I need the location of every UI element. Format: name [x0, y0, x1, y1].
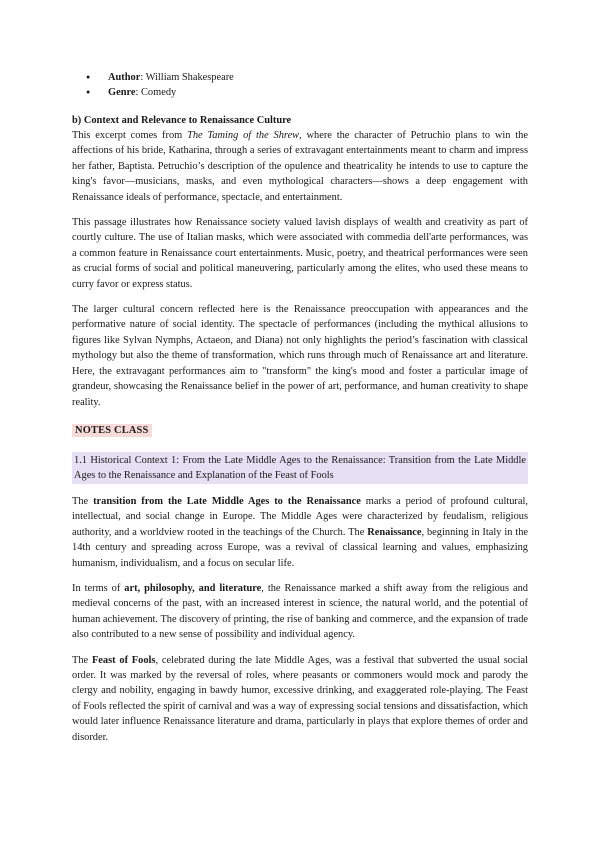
document-content [72, 70, 528, 745]
paragraph-renaissance-society: This passage illustrates how Renaissance society valued lavish displays of wealth and creativity as part of courtly culture. The use of Italian masks, which were associated with commedia dell'arte performances, was a common feature in Renaissance court entertainments. Music, poetry, and theatrical performances were seen as crucial forms of social and political maneuvering, particularly among the elites, who used these means to curry favor or express status. [72, 217, 528, 290]
bold-term: Renaissance [367, 526, 422, 538]
text-run: This excerpt comes from [72, 130, 188, 141]
text-run: marks a period of profound cultural, intellectual, and social change in Europe. The Middle Ages were characterized by feudalism, religious authority, and a worldview rooted in the teachings of the Church. The [72, 495, 528, 538]
paragraph-cultural-concern: The larger cultural concern reflected here is the Renaissance preoccupation with appearances and the performative nature of social identity. The spectacle of performances (including the mythical allusions to figures like Sylvan Nymphs, Actaeon, and Diana) not only highlights the period’s fascination with classical mythology but also the theme of transformation, which runs through much of Renaissance art and literature. Here, the extravagant performances aim to "transform" the king's mood and foster a particular image of grandeur, showcasing the Renaissance belief in the power of art, performance, and human creativity to shape reality. [72, 304, 528, 408]
meta-value: : Comedy [135, 87, 177, 98]
bold-term: transition from the Late Middle Ages to the Renaissance [93, 495, 361, 507]
paragraph-feast-of-fools [72, 653, 528, 745]
meta-label: Author [108, 72, 141, 83]
list-item [72, 85, 528, 100]
text-run: , where the character of Petruchio plans to win the affections of his bride, Katharina, through a series of extravagant entertainments meant to charm and impress her father, Baptista. Petruchio’s description of the opulence and theatricality he intends to use to capture the king's favor—musicians, masks, and even mythological characters—shows a deep engagement with Renaissance ideals of performance, spectacle, and entertainment. [72, 130, 528, 203]
paragraph-excerpt-context [72, 128, 528, 205]
text-run: The [72, 654, 92, 666]
work-metadata-list [72, 70, 528, 100]
list-item [72, 70, 528, 85]
meta-value: : William Shakespeare [140, 72, 234, 83]
paragraph-art-philosophy [72, 581, 528, 643]
text-run: In terms of [72, 582, 125, 594]
context-heading: b) Context and Relevance to Renaissance Culture [72, 115, 292, 126]
paragraph-transition [72, 494, 528, 571]
work-title: The Taming of the Shrew [187, 130, 300, 141]
text-run: , beginning in Italy in the 14th century and spreading across Europe, was a revival of classical learning and values, emphasizing humanism, individualism, and a focus on secular life. [72, 526, 528, 569]
text-run: , celebrated during the late Middle Ages, was a festival that subverted the usual social order. It was marked by the reversal of roles, where peasants or commoners would mock and parody the clergy and nobility, engaging in bawdy humor, excessive drinking, and exaggerated role-playing. The Feast of Fools reflected the spirit of carnival and was a way of expressing social tensions and dissatisfaction, which would later influence Renaissance literature and drama, particularly in plays that explore themes of order and disorder. [72, 654, 528, 743]
bold-term: Feast of Fools [91, 654, 156, 666]
text-run: The [72, 495, 94, 507]
meta-label: Genre [108, 87, 136, 98]
bold-term: art, philosophy, and literature [124, 582, 262, 594]
notes-class-title: NOTES CLASS [72, 424, 152, 437]
section-heading: 1.1 Historical Context 1: From the Late Middle Ages to the Renaissance: Transition from the Late Middle Ages to the Renaissance and Explanation of the Feast of Fools [72, 452, 528, 484]
text-run: , the Renaissance marked a shift away from the religious and medieval concerns of the past, with an increased interest in science, the natural world, and the potential of human achievement. The discovery of printing, the rise of banking and commerce, and the expansion of trade also contributed to a new sense of possibility and individual agency. [72, 582, 528, 641]
